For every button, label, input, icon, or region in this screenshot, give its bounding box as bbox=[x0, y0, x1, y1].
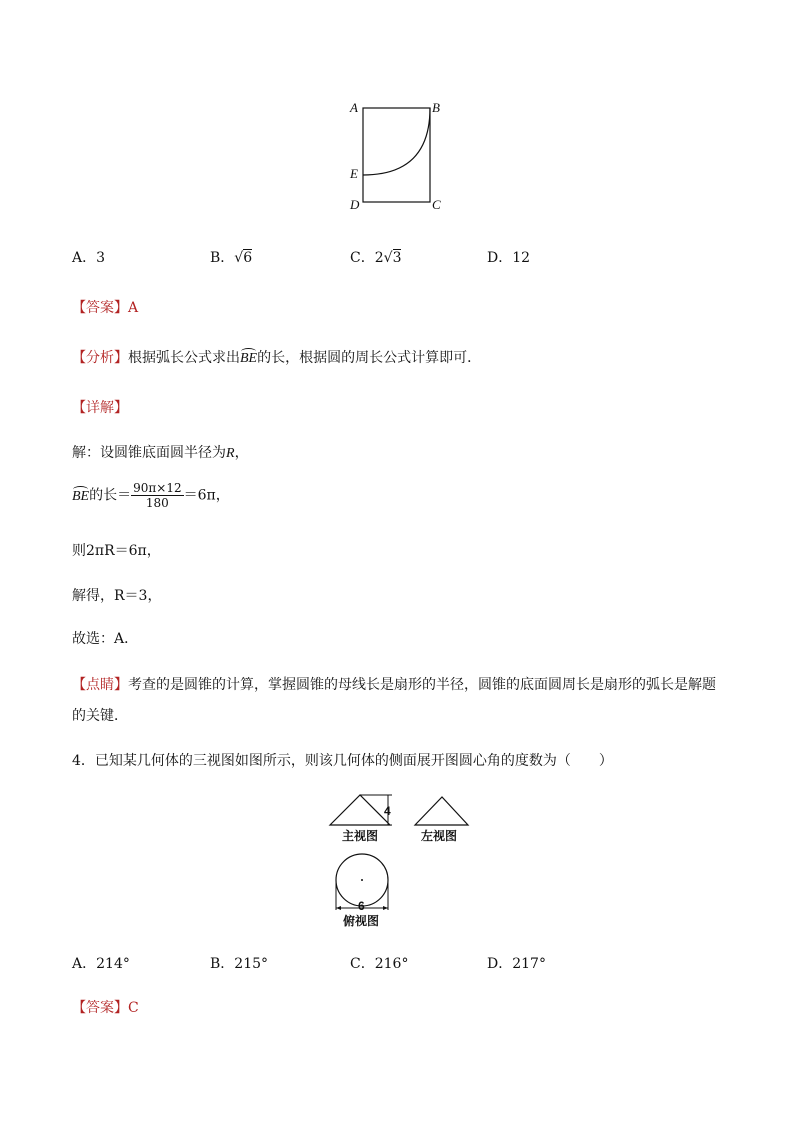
comment-line-2: 的关键． bbox=[72, 708, 128, 724]
option-a bbox=[72, 247, 105, 267]
analysis-post: 的长，根据圆的周长公式计算即可． bbox=[257, 350, 482, 366]
q4-answer-value: C bbox=[128, 1000, 139, 1016]
analysis-tag: 【分析】 bbox=[72, 350, 128, 366]
option-d-value: 12 bbox=[512, 250, 531, 266]
label-d: D bbox=[350, 197, 360, 212]
q3-comment bbox=[72, 674, 716, 694]
option-c bbox=[350, 247, 401, 267]
step-5: 故选：A． bbox=[72, 631, 139, 647]
answer-value: A bbox=[128, 300, 139, 316]
label-b: B bbox=[432, 100, 440, 115]
option-a-letter: A． bbox=[72, 250, 97, 266]
step-2-post: ＝6π， bbox=[183, 487, 230, 504]
option-b-value: 6 bbox=[243, 250, 253, 266]
q3-answer bbox=[72, 297, 138, 317]
step-1-var: R bbox=[226, 446, 235, 461]
q4-option-a bbox=[72, 953, 130, 973]
step-1-post: ， bbox=[234, 445, 249, 461]
front-view-triangle bbox=[330, 795, 390, 825]
option-b-letter: B． bbox=[210, 250, 235, 266]
front-view-label: 主视图 bbox=[342, 829, 379, 843]
q4-option-b bbox=[210, 953, 268, 973]
diameter-arrow-left bbox=[336, 906, 341, 910]
arc-be-symbol: BE bbox=[240, 351, 258, 366]
fraction-denominator: 180 bbox=[145, 496, 169, 510]
option-c-value: 3 bbox=[392, 250, 402, 266]
fraction-numerator: 90π×12 bbox=[133, 481, 182, 495]
diameter-label: 6 bbox=[358, 899, 365, 913]
top-view-center bbox=[361, 879, 363, 881]
q4-option-c-letter: C． bbox=[350, 956, 375, 972]
label-e: E bbox=[350, 166, 358, 181]
comment-line-1: 考查的是圆锥的计算，掌握圆锥的母线长是扇形的半径，圆锥的底面圆周长是扇形的弧长是解题 bbox=[128, 677, 716, 693]
answer-tag: 【答案】 bbox=[72, 300, 128, 316]
q4-option-b-letter: B． bbox=[210, 956, 235, 972]
step-3: 则2πR＝6π， bbox=[72, 543, 161, 559]
step-1-pre: 解：设圆锥底面圆半径为 bbox=[72, 445, 226, 461]
option-d bbox=[487, 247, 530, 267]
left-view-label: 左视图 bbox=[421, 829, 458, 843]
three-view-diagram bbox=[320, 785, 480, 930]
height-label: 4 bbox=[384, 804, 391, 818]
q4-option-a-letter: A． bbox=[72, 956, 97, 972]
q4-option-c-value: 216° bbox=[374, 956, 409, 972]
detail-tag: 【详解】 bbox=[72, 400, 128, 416]
label-a: A bbox=[350, 100, 358, 115]
top-view-label: 俯视图 bbox=[343, 914, 380, 928]
q4-option-a-value: 214° bbox=[96, 956, 130, 972]
option-b bbox=[210, 247, 252, 267]
left-view-triangle bbox=[415, 797, 468, 825]
q4-option-d bbox=[487, 953, 546, 973]
sqrt-sign: √ bbox=[383, 250, 393, 266]
q3-analysis bbox=[72, 347, 481, 367]
analysis-pre: 根据弧长公式求出 bbox=[128, 350, 240, 366]
q4-answer bbox=[72, 997, 139, 1017]
diameter-arrow-right bbox=[383, 906, 388, 910]
q4-stem: 4．已知某几何体的三视图如图所示，则该几何体的侧面展开图圆心角的度数为（ ） bbox=[72, 753, 613, 769]
option-c-letter: C． bbox=[350, 250, 375, 266]
step-1 bbox=[72, 442, 249, 462]
step-2 bbox=[72, 481, 230, 510]
option-a-value: 3 bbox=[96, 250, 106, 266]
option-c-coef: 2 bbox=[374, 250, 384, 266]
step-4: 解得，R＝3， bbox=[72, 588, 162, 604]
arc-be-symbol: BE bbox=[72, 488, 90, 504]
q4-option-d-letter: D． bbox=[487, 956, 513, 972]
q4-option-c bbox=[350, 953, 408, 973]
label-c: C bbox=[432, 197, 441, 212]
rectangle-abcd bbox=[363, 108, 430, 202]
fraction bbox=[131, 481, 183, 510]
q4-answer-tag: 【答案】 bbox=[72, 1000, 128, 1016]
sqrt-sign: √ bbox=[234, 250, 244, 266]
option-d-letter: D． bbox=[487, 250, 513, 266]
q4-option-d-value: 217° bbox=[512, 956, 546, 972]
comment-tag: 【点睛】 bbox=[72, 677, 128, 693]
arc-be bbox=[363, 108, 430, 175]
step-2-mid: 的长＝ bbox=[89, 487, 132, 504]
q4-option-b-value: 215° bbox=[234, 956, 269, 972]
